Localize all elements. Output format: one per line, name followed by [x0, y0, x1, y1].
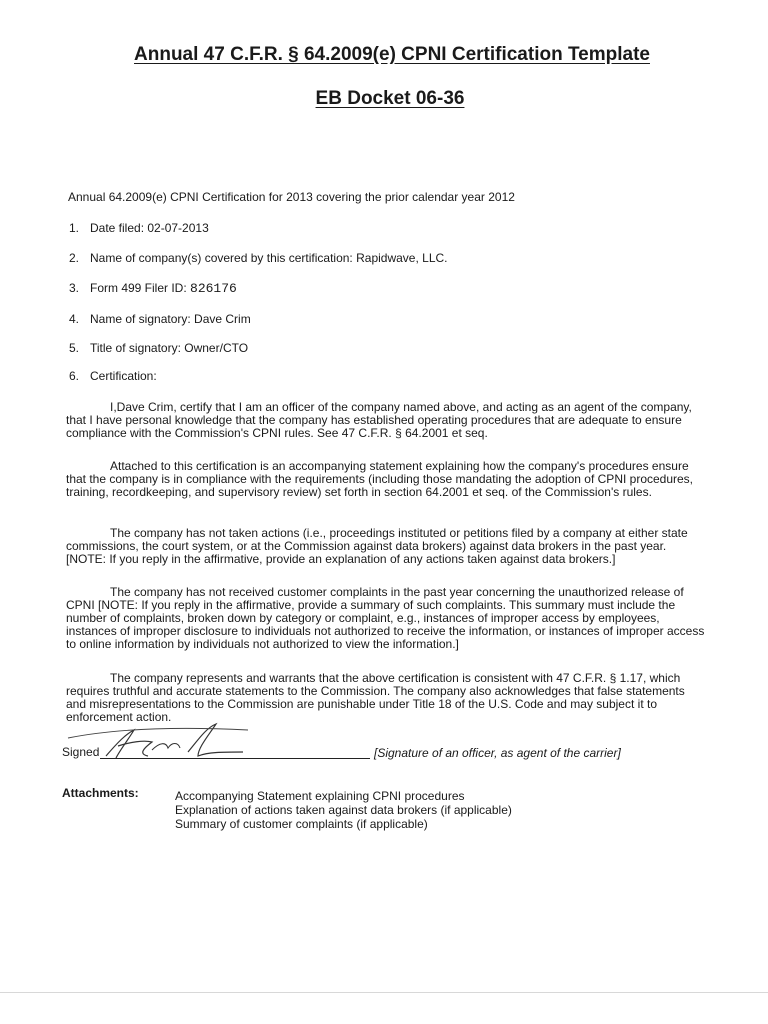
item-number: 5.: [69, 341, 80, 355]
paragraph-representation: The company represents and warrants that the above certification is consistent with 47 C.F.R. § 1.17, which requires truthful and accurate statements to the Commission. The company also acknowledges that false statements and misrepresentations to the Commission are punishable under Title 18 of the U.S. Code and may subject it to enforcement action.: [66, 671, 685, 724]
attachment-item: Summary of customer complaints (if applicable): [175, 817, 428, 831]
item-text: Form 499 Filer ID:: [90, 281, 187, 295]
item-certification: [69, 369, 157, 383]
filer-id-value: 826176: [190, 281, 237, 296]
item-number: 3.: [69, 281, 80, 295]
item-filer-id: [69, 281, 237, 296]
docket-number: EB Docket 06-36: [315, 88, 465, 109]
document-title: Annual 47 C.F.R. § 64.2009(e) CPNI Certification Template: [134, 44, 650, 65]
item-number: 4.: [69, 312, 80, 326]
attachments-list: [175, 789, 512, 831]
paragraph-customer-complaints: The company has not received customer complaints in the past year concerning the unauthorized release of CPNI [NOTE: If you reply in the affirmative, provide a summary of such complaints. This summary must include the number of complaints, broken down by category or complaint, e.g., instances of improper access by employees, instances of improper disclosure to individuals not authorized to receive the information, or instances of improper access to online information by individuals not authorized to view the information.]: [66, 585, 705, 651]
signature-note: [Signature of an officer, as agent of the carrier]: [374, 746, 621, 760]
signature-line: [62, 740, 682, 766]
intro-line: Annual 64.2009(e) CPNI Certification for 2013 covering the prior calendar year 2012: [68, 190, 515, 204]
item-text: Certification:: [90, 369, 157, 383]
paragraph-data-broker-actions: The company has not taken actions (i.e., proceedings instituted or petitions filed by a company at either state commissions, the court system, or at the Commission against data brokers) against data brokers in the past year. [NOTE: If you reply in the affirmative, provide an explanation of any actions taken against data brokers.]: [66, 526, 688, 566]
item-company-name: [69, 251, 448, 265]
item-number: 1.: [69, 221, 80, 235]
item-text: Date filed: 02-07-2013: [90, 221, 209, 235]
signed-label: Signed: [62, 745, 100, 759]
paragraph-officer-certification: I,Dave Crim, certify that I am an officer of the company named above, and acting as an agent of the company, that I have personal knowledge that the company has established operating procedures that are adequate to ensure compliance with the Commission's CPNI rules. See 47 C.F.R. § 64.2001 et seq.: [66, 400, 692, 440]
item-signatory-name: [69, 312, 251, 326]
page-bottom-edge: [0, 992, 768, 993]
item-date-filed: [69, 221, 209, 235]
attachment-item: Accompanying Statement explaining CPNI procedures: [175, 789, 465, 803]
item-text: Title of signatory: Owner/CTO: [90, 341, 249, 355]
attachment-item: Explanation of actions taken against data brokers (if applicable): [175, 803, 512, 817]
item-signatory-title: [69, 341, 248, 355]
signature-rule: [100, 758, 370, 759]
item-text: Name of signatory: Dave Crim: [90, 312, 251, 326]
item-text: Name of company(s) covered by this certification: Rapidwave, LLC.: [90, 251, 448, 265]
paragraph-accompanying-statement: Attached to this certification is an accompanying statement explaining how the company's procedures ensure that the company is in compliance with the requirements (including those mandating the adoption of CPNI procedures, training, recordkeeping, and supervisory review) set forth in section 64.2001 et seq. of the Commission's rules.: [66, 459, 694, 499]
attachments-label: Attachments:: [62, 786, 139, 800]
item-number: 2.: [69, 251, 80, 265]
item-number: 6.: [69, 369, 80, 383]
